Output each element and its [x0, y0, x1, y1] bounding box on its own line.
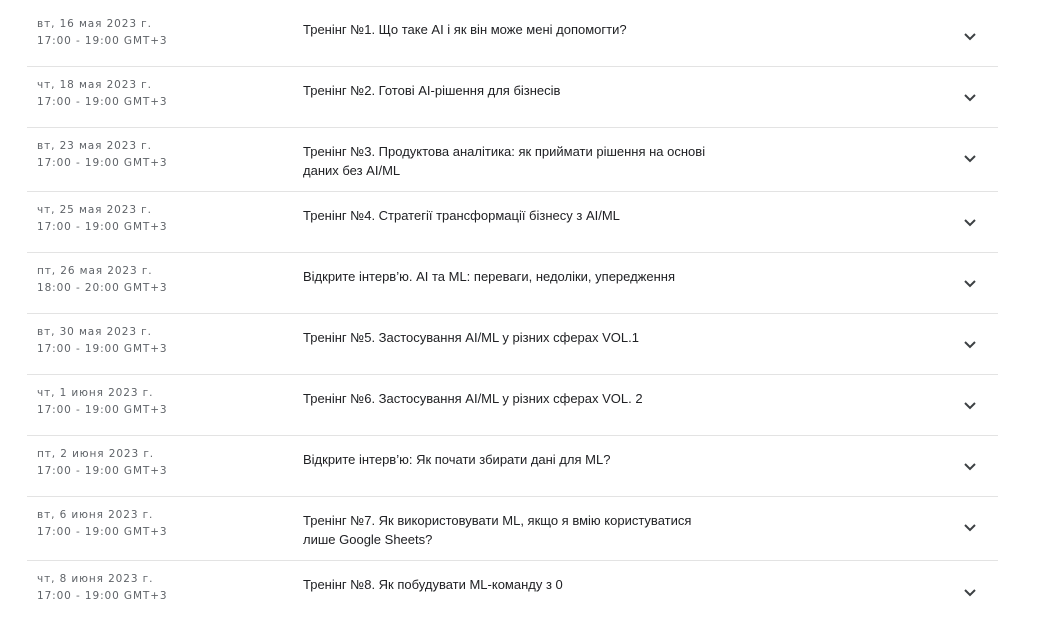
session-date: вт, 16 мая 2023 г.: [37, 18, 152, 30]
session-row[interactable]: [27, 561, 998, 621]
session-datetime: [37, 571, 168, 605]
session-row[interactable]: [27, 375, 998, 436]
session-date: пт, 2 июня 2023 г.: [37, 448, 154, 460]
session-datetime: [37, 507, 168, 541]
session-time: 17:00 - 19:00 GMT+3: [37, 157, 168, 169]
session-datetime: [37, 385, 168, 419]
session-title: Тренінг №3. Продуктова аналітика: як приймати рішення на основі даних без AI/ML: [303, 144, 706, 178]
session-row[interactable]: [27, 314, 998, 375]
session-title: Тренінг №5. Застосування AI/ML у різних сферах VOL.1: [303, 330, 639, 345]
chevron-down-icon[interactable]: [963, 279, 977, 289]
session-time: 17:00 - 19:00 GMT+3: [37, 404, 168, 416]
session-time: 17:00 - 19:00 GMT+3: [37, 35, 168, 47]
chevron-down-icon[interactable]: [963, 32, 977, 42]
session-datetime: [37, 202, 168, 236]
session-time: 17:00 - 19:00 GMT+3: [37, 221, 168, 233]
session-title: Тренінг №2. Готові AI-рішення для бізнесів: [303, 83, 561, 98]
session-row[interactable]: [27, 436, 998, 497]
session-row[interactable]: [27, 128, 998, 192]
chevron-down-icon[interactable]: [963, 462, 977, 472]
session-date: вт, 30 мая 2023 г.: [37, 326, 152, 338]
session-datetime: [37, 446, 168, 480]
session-row[interactable]: [27, 497, 998, 561]
chevron-down-icon[interactable]: [963, 588, 977, 598]
session-time: 17:00 - 19:00 GMT+3: [37, 343, 168, 355]
session-date: чт, 18 мая 2023 г.: [37, 79, 152, 91]
session-datetime: [37, 324, 168, 358]
session-date: пт, 26 мая 2023 г.: [37, 265, 153, 277]
session-date: чт, 1 июня 2023 г.: [37, 387, 154, 399]
session-time: 17:00 - 19:00 GMT+3: [37, 526, 168, 538]
session-datetime: [37, 263, 168, 297]
session-date: чт, 8 июня 2023 г.: [37, 573, 154, 585]
session-title: Тренінг №7. Як використовувати ML, якщо я вмію користуватися лише Google Sheets?: [303, 513, 692, 547]
session-row[interactable]: [27, 253, 998, 314]
session-row[interactable]: [27, 6, 998, 67]
session-time: 17:00 - 19:00 GMT+3: [37, 590, 168, 602]
session-title: Відкрите інтерв’ю. AI та ML: переваги, недоліки, упередження: [303, 269, 676, 284]
chevron-down-icon[interactable]: [963, 340, 977, 350]
session-time: 18:00 - 20:00 GMT+3: [37, 282, 168, 294]
session-datetime: [37, 77, 168, 111]
session-title: Відкрите інтерв’ю: Як почати збирати дані для ML?: [303, 452, 611, 467]
session-date: вт, 6 июня 2023 г.: [37, 509, 154, 521]
session-date: чт, 25 мая 2023 г.: [37, 204, 152, 216]
session-list: [27, 6, 998, 621]
session-datetime: [37, 138, 168, 172]
session-row[interactable]: [27, 67, 998, 128]
session-time: 17:00 - 19:00 GMT+3: [37, 465, 168, 477]
chevron-down-icon[interactable]: [963, 401, 977, 411]
session-row[interactable]: [27, 192, 998, 253]
chevron-down-icon[interactable]: [963, 93, 977, 103]
session-title: Тренінг №6. Застосування AI/ML у різних сферах VOL. 2: [303, 391, 643, 406]
session-title: Тренінг №8. Як побудувати ML-команду з 0: [303, 577, 563, 592]
session-datetime: [37, 16, 168, 50]
chevron-down-icon[interactable]: [963, 154, 977, 164]
session-title: Тренінг №1. Що таке AI і як він може мені допомогти?: [303, 22, 627, 37]
chevron-down-icon[interactable]: [963, 523, 977, 533]
session-date: вт, 23 мая 2023 г.: [37, 140, 152, 152]
session-title: Тренінг №4. Стратегії трансформації бізнесу з AI/ML: [303, 208, 620, 223]
session-time: 17:00 - 19:00 GMT+3: [37, 96, 168, 108]
chevron-down-icon[interactable]: [963, 218, 977, 228]
